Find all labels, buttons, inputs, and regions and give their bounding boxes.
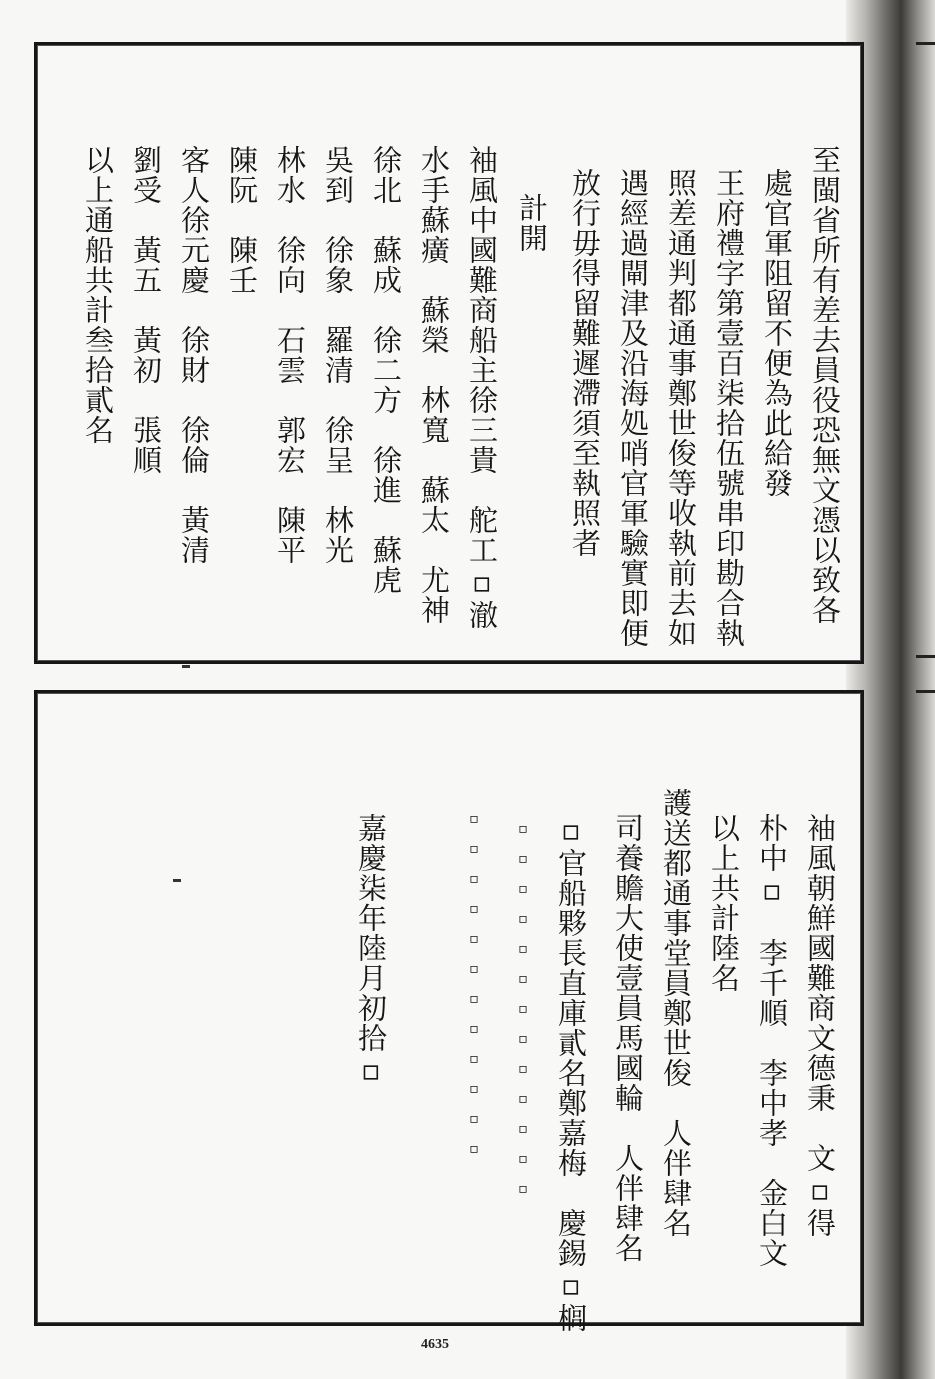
text-column: 以上通船共計叁拾貳名 [81, 145, 115, 445]
seal-dot-column: ▫▫▫▫▫▫▫▫▫▫▫▫▫ [515, 821, 531, 1211]
text-column: 放行毋得留難遲滯須至執照者 [568, 168, 602, 558]
text-column: 處官軍阻留不便為此給發 [760, 168, 794, 498]
text-column: 司養贍大使壹員馬國輪 人伴肆名 [611, 813, 645, 1263]
text-column: 林水 徐向 石雲 郭宏 陳平 [273, 145, 307, 565]
text-column: 照差通判都通事鄭世俊等收執前去如 [664, 168, 698, 648]
text-column: 朴中▫ 李千順 李中孝 金白文 [755, 813, 789, 1268]
ink-mark [182, 665, 190, 668]
text-column: 客人徐元慶 徐財 徐倫 黃清 [177, 145, 211, 565]
text-column: 護送都通事堂員鄭世俊 人伴肆名 [659, 788, 693, 1238]
ink-mark [173, 879, 181, 882]
text-column: 遇經過閘津及沿海処哨官軍驗實即便 [616, 168, 650, 648]
seal-dot-column: ▫▫▫▫▫▫▫▫▫▫▫▫ [466, 811, 482, 1171]
text-column: 袖風朝鮮國難商文德秉 文▫得 [803, 813, 837, 1238]
text-column: 吳到 徐象 羅清 徐呈 林光 [321, 145, 355, 565]
text-column: 王府禮字第壹百柒拾伍號串印勘合執 [712, 168, 746, 648]
text-column: 至閩省所有差去員役恐無文憑以致各 [808, 145, 842, 625]
facing-page-rule [916, 690, 935, 693]
text-column: 袖風中國難商船主徐三貴 舵工▫澈 [465, 145, 499, 630]
text-column: 水手蘇癀 蘇榮 林寬 蘇太 尤神 [417, 145, 451, 625]
text-column: 徐北 蘇成 徐二方 徐進 蘇虎 [369, 145, 403, 595]
facing-page-rule [916, 655, 935, 658]
facing-page-rule [916, 42, 935, 45]
passenger-text-block [34, 690, 864, 1333]
page-number: 4635 [421, 1337, 449, 1352]
text-column: 以上共計陸名 [707, 813, 741, 993]
text-column: 陳阮 陳壬 [225, 145, 259, 295]
text-column: ▫官船夥長直庫貳名鄭嘉梅 慶錫▫榈 [554, 813, 588, 1333]
section-heading: 計開 [515, 193, 549, 253]
text-column: 劉受 黃五 黃初 張順 [129, 145, 163, 475]
date-line: 嘉慶柒年陸月初拾▫ [354, 813, 388, 1088]
permit-text-block [34, 42, 864, 664]
